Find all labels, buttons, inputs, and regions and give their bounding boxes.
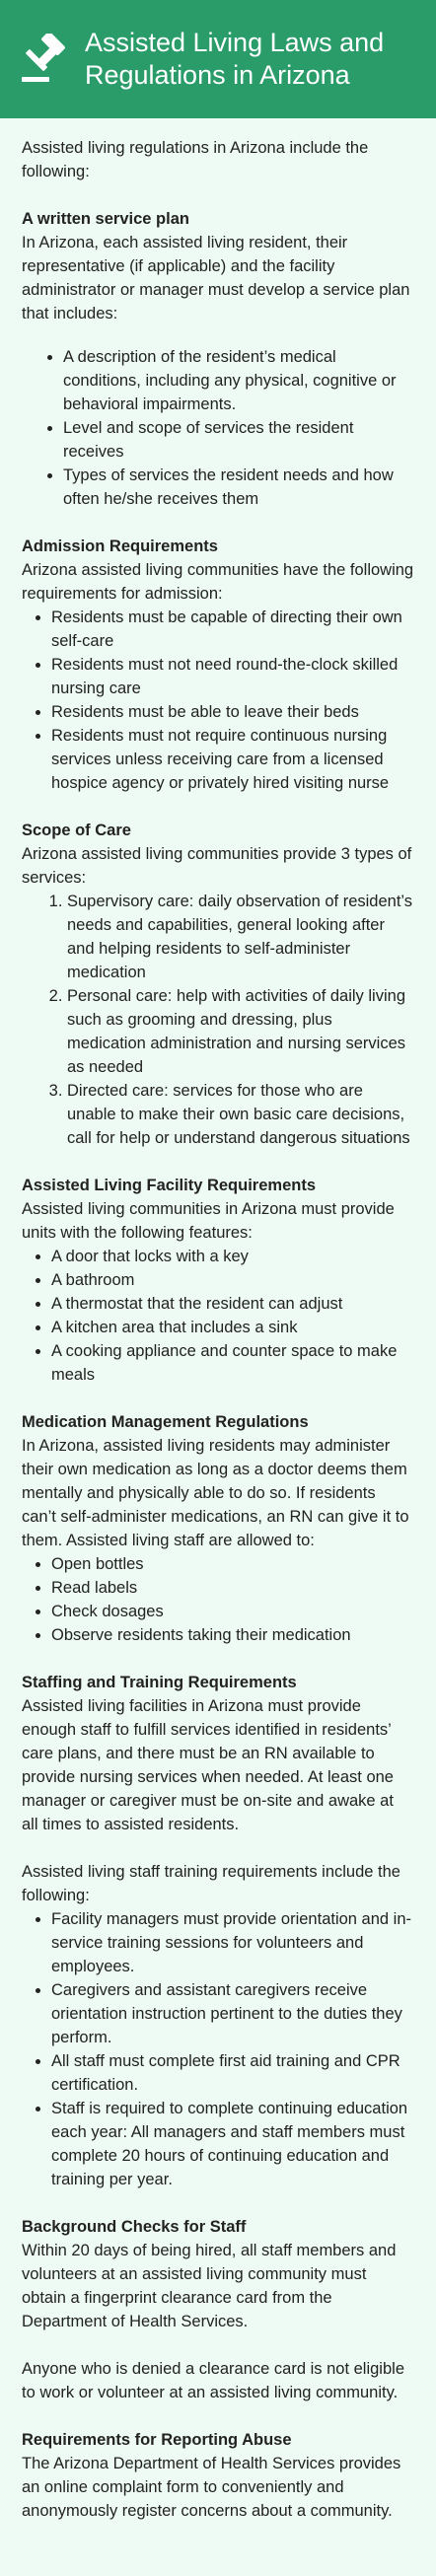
- staffing-list: [22, 1907, 414, 2191]
- section-text-2: Assisted living staff training requirements include the following:: [22, 1863, 400, 1904]
- section-heading: Admission Requirements: [22, 537, 218, 555]
- list-item: • Residents must not require continuous nursing services unless receiving care from a licensed hospice agency or privately hired visiting nurse: [51, 724, 414, 795]
- section-text-2: Anyone who is denied a clearance card is not eligible to work or volunteer at an assisted living community.: [22, 2360, 404, 2401]
- list-item: • A cooking appliance and counter space to make meals: [51, 1339, 414, 1387]
- list-item: • Types of services the resident needs and how often he/she receives them: [63, 464, 414, 511]
- list-item: • A door that locks with a key: [51, 1245, 414, 1268]
- section-text: Arizona assisted living communities provide 3 types of services:: [22, 845, 412, 887]
- scope-section: [22, 819, 414, 1150]
- service-plan-list: [22, 345, 414, 511]
- scope-list: [22, 890, 414, 1150]
- list-item: 3. Directed care: services for those who are unable to make their own basic care decisions, call for help or understand dangerous situations: [67, 1079, 414, 1150]
- list-item: • Level and scope of services the resident receives: [63, 416, 414, 464]
- section-heading: Requirements for Reporting Abuse: [22, 2431, 292, 2449]
- section-text: In Arizona, assisted living residents may administer their own medication as long as a doctor deems them mentally and physically able to do so. If residents can’t self-administer medications, an RN can give it to them. Assisted living staff are allowed to:: [22, 1437, 409, 1549]
- abuse-section: [22, 2428, 414, 2523]
- staffing-section: [22, 1671, 414, 2191]
- list-item: • Caregivers and assistant caregivers receive orientation instruction pertinent to the duties they perform.: [51, 1978, 414, 2049]
- section-text: Arizona assisted living communities have the following requirements for admission:: [22, 561, 414, 603]
- list-item: • Observe residents taking their medication: [51, 1623, 414, 1647]
- list-item: • A thermostat that the resident can adjust: [51, 1292, 414, 1316]
- list-item: • A description of the resident’s medical conditions, including any physical, cognitive or behavioral impairments.: [63, 345, 414, 416]
- list-item: • A kitchen area that includes a sink: [51, 1316, 414, 1339]
- list-item: • Check dosages: [51, 1600, 414, 1623]
- admission-list: [22, 606, 414, 795]
- section-text: Within 20 days of being hired, all staff members and volunteers at an assisted living community must obtain a fingerprint clearance card from the Department of Health Services.: [22, 2242, 397, 2330]
- list-item: 2. Personal care: help with activities of daily living such as grooming and dressing, plus medication administration and nursing services as needed: [67, 984, 414, 1079]
- section-heading: A written service plan: [22, 210, 189, 228]
- list-item: • All staff must complete first aid training and CPR certification.: [51, 2049, 414, 2097]
- list-item: • Residents must not need round-the-clock skilled nursing care: [51, 653, 414, 700]
- background-section: [22, 2215, 414, 2404]
- facility-section: [22, 1174, 414, 1387]
- intro-text: Assisted living regulations in Arizona include the following:: [22, 139, 369, 180]
- list-item: • Open bottles: [51, 1552, 414, 1576]
- list-item: • Facility managers must provide orientation and in-service training sessions for volunteers and employees.: [51, 1907, 414, 1978]
- list-item: • Residents must be capable of directing their own self-care: [51, 606, 414, 653]
- section-heading: Scope of Care: [22, 822, 131, 839]
- section-text: Assisted living facilities in Arizona must provide enough staff to fulfill services identified in residents’ care plans, and there must be an RN available to provide nursing services when needed. At least one manager or caregiver must be on-site and awake at all times to assisted residents.: [22, 1697, 394, 1833]
- list-item: 1. Supervisory care: daily observation of resident’s needs and capabilities, general looking after and helping residents to self-administer medication: [67, 890, 414, 984]
- section-heading: Assisted Living Facility Requirements: [22, 1177, 316, 1194]
- admission-section: [22, 535, 414, 795]
- facility-list: [22, 1245, 414, 1387]
- section-heading: Background Checks for Staff: [22, 2218, 247, 2236]
- section-heading: Staffing and Training Requirements: [22, 1674, 297, 1691]
- page-title: Assisted Living Laws and Regulations in Arizona: [85, 28, 385, 90]
- list-item: • Read labels: [51, 1576, 414, 1600]
- list-item: • Staff is required to complete continuing education each year: All managers and staff members must complete 20 hours of continuing education and training per year.: [51, 2097, 414, 2191]
- list-item: • Residents must be able to leave their beds: [51, 700, 414, 724]
- medication-list: [22, 1552, 414, 1647]
- page-header: [0, 0, 436, 118]
- service-plan-section: [22, 207, 414, 511]
- medication-section: [22, 1410, 414, 1647]
- section-text: Assisted living communities in Arizona must provide units with the following features:: [22, 1200, 395, 1242]
- list-item: • A bathroom: [51, 1268, 414, 1292]
- section-text: The Arizona Department of Health Services provides an online complaint form to conveniently and anonymously register concerns about a community.: [22, 2455, 401, 2520]
- section-text: In Arizona, each assisted living resident, their representative (if applicable) and the facility administrator or manager must develop a service plan that includes:: [22, 234, 410, 322]
- section-heading: Medication Management Regulations: [22, 1413, 309, 1431]
- gavel-icon: [20, 32, 71, 87]
